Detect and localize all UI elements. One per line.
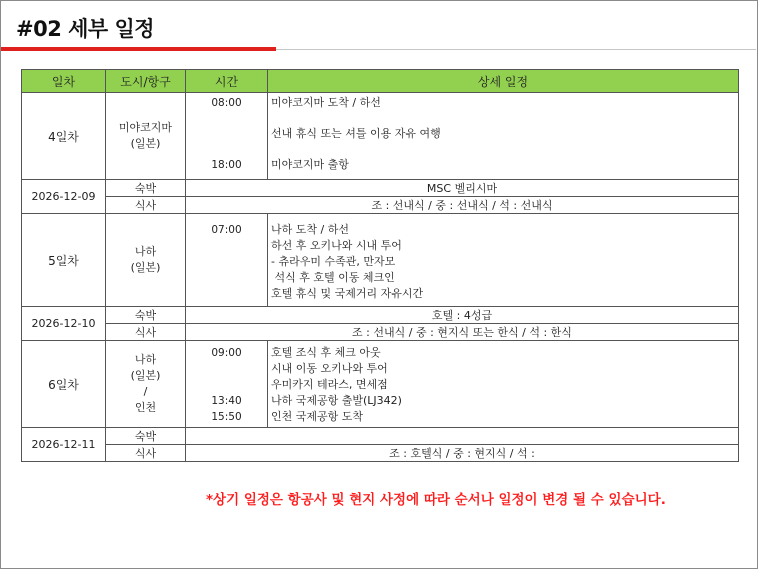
time-value: [186, 126, 267, 142]
day-label: 5일차: [22, 214, 106, 307]
time-cell: [186, 341, 268, 428]
detail-line: 석식 후 호텔 이동 체크인: [271, 271, 395, 284]
stay-value: MSC 벨리시마: [186, 180, 739, 197]
detail-line: 하선 후 오키나와 시내 투어: [271, 239, 402, 252]
header-details: 상세 일정: [268, 70, 739, 93]
day-row: [22, 341, 739, 428]
detail-line: 우미카지 테라스, 면세점: [271, 378, 388, 391]
detail-line: 호텔 조식 후 체크 아웃: [271, 346, 381, 359]
detail-line: 시내 이동 오키나와 투어: [271, 362, 388, 375]
meal-row: [22, 445, 739, 462]
city-line: (일본): [130, 369, 161, 382]
stay-value: 호텔 : 4성급: [186, 307, 739, 324]
meal-value: 조 : 선내식 / 중 : 선내식 / 석 : 선내식: [186, 197, 739, 214]
day-label: 4일차: [22, 93, 106, 180]
time-value: 13:40: [211, 395, 242, 407]
date-label: 2026-12-10: [22, 307, 106, 341]
day-row: [22, 214, 739, 307]
city-line: 나하: [134, 245, 157, 258]
time-value: [186, 361, 267, 377]
detail-line: 미야코지마 도착 / 하선: [271, 96, 381, 109]
city-line: (일본): [130, 137, 161, 150]
stay-row: [22, 180, 739, 197]
city-line: 인천: [134, 401, 157, 414]
city-cell: [106, 341, 186, 428]
detail-line: 나하 국제공항 출발(LJ342): [271, 394, 402, 407]
title-underline-gray: [276, 49, 756, 50]
detail-line: 인천 국제공항 도착: [271, 410, 364, 423]
city-line: 나하: [134, 353, 157, 366]
meal-row: [22, 324, 739, 341]
detail-line: 나하 도착 / 하선: [271, 223, 349, 236]
city-cell: [106, 93, 186, 180]
time-cell: [186, 214, 268, 307]
detail-cell: [268, 341, 739, 428]
city-line: 미야코지마: [118, 121, 173, 134]
title-underline-red: [1, 47, 276, 51]
stay-label: 숙박: [106, 307, 186, 324]
notice-text: *상기 일정은 항공사 및 현지 사정에 따라 순서나 일정이 변경 될 수 있습니다.: [206, 492, 666, 508]
date-label: 2026-12-11: [22, 428, 106, 462]
schedule-table: [21, 69, 739, 462]
meal-label: 식사: [106, 197, 186, 214]
detail-line: 선내 휴식 또는 셔틀 이용 자유 여행: [271, 127, 441, 140]
detail-cell: [268, 93, 739, 180]
time-value: [186, 377, 267, 393]
meal-value: 조 : 선내식 / 중 : 현지식 또는 한식 / 석 : 한식: [186, 324, 739, 341]
day-label: 6일차: [22, 341, 106, 428]
stay-label: 숙박: [106, 180, 186, 197]
header-time: 시간: [186, 70, 268, 93]
meal-label: 식사: [106, 445, 186, 462]
city-line: (일본): [130, 261, 161, 274]
header-city: 도시/항구: [106, 70, 186, 93]
meal-label: 식사: [106, 324, 186, 341]
header-row: [22, 70, 739, 93]
time-value: 08:00: [211, 97, 242, 109]
stay-row: [22, 307, 739, 324]
time-cell: [186, 93, 268, 180]
page-title: #02 세부 일정: [16, 17, 155, 41]
meal-value: 조 : 호텔식 / 중 : 현지식 / 석 :: [186, 445, 739, 462]
meal-row: [22, 197, 739, 214]
detail-line: - 츄라우미 수족관, 만자모: [271, 255, 396, 268]
stay-row: [22, 428, 739, 445]
time-value: 09:00: [211, 347, 242, 359]
time-value: 18:00: [211, 159, 242, 171]
city-line: /: [143, 385, 148, 398]
detail-line: 미야코지마 출항: [271, 158, 349, 171]
stay-label: 숙박: [106, 428, 186, 445]
detail-cell: [268, 214, 739, 307]
stay-value: [186, 428, 739, 445]
city-cell: [106, 214, 186, 307]
time-value: 15:50: [211, 411, 242, 423]
date-label: 2026-12-09: [22, 180, 106, 214]
time-value: 07:00: [211, 224, 242, 236]
detail-line: 호텔 휴식 및 국제거리 자유시간: [271, 287, 424, 300]
day-row: [22, 93, 739, 180]
header-day: 일차: [22, 70, 106, 93]
